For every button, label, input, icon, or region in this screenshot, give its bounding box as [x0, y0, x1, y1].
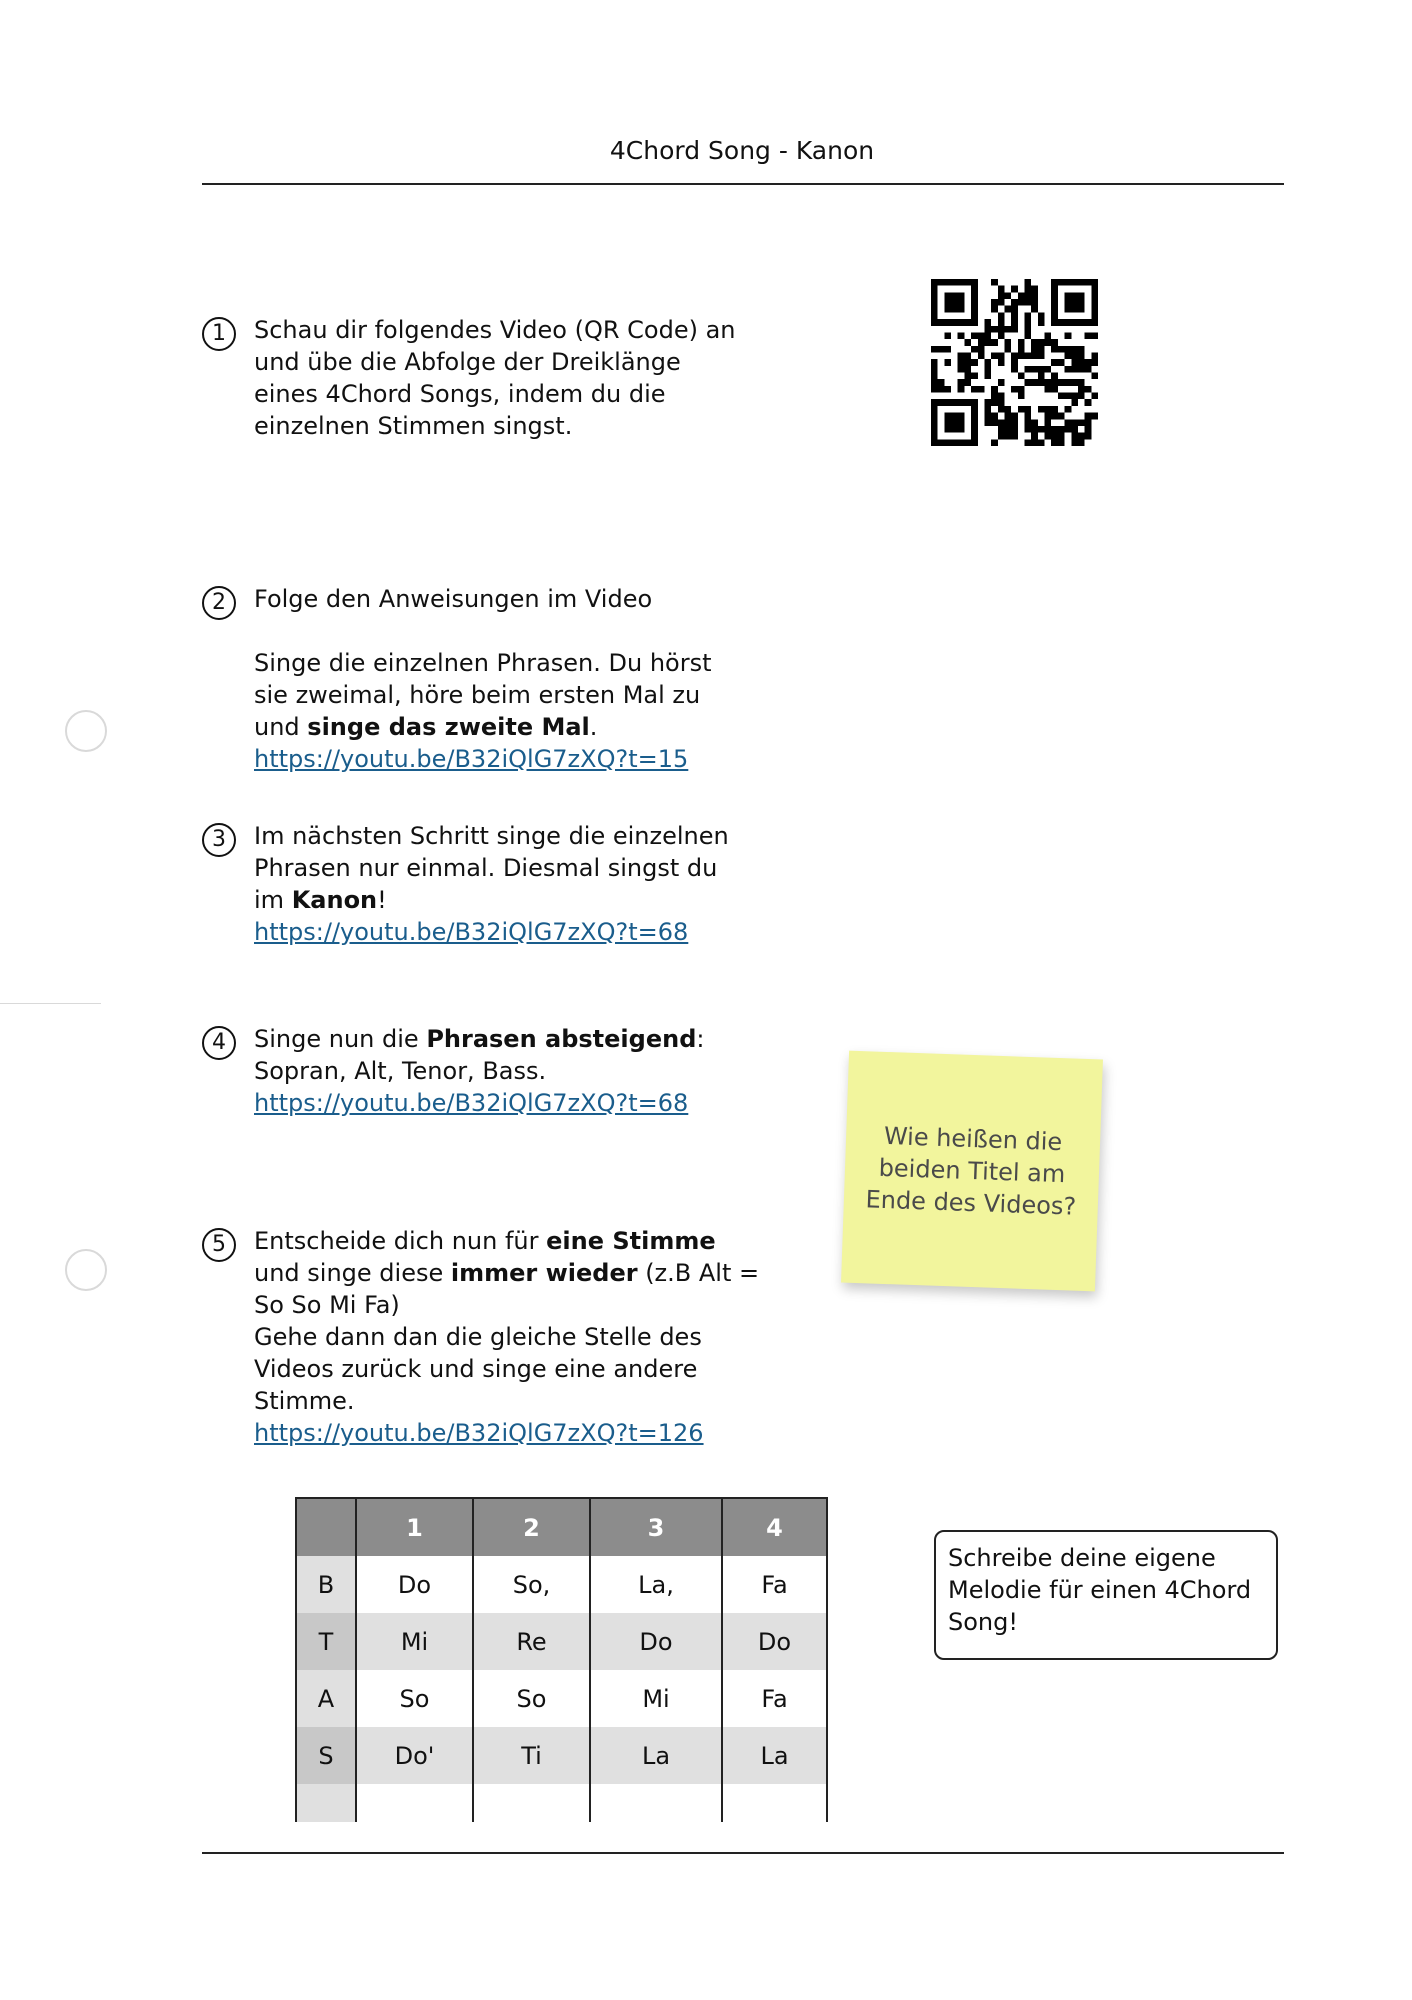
page-title: 4Chord Song - Kanon	[609, 136, 875, 165]
writing-prompt-text: Schreibe deine eigene Melodie für einen 4Chord Song!	[948, 1544, 1252, 1636]
step-line: Gehe dann dan die gleiche Stelle des	[254, 1323, 702, 1351]
table-cell	[722, 1784, 827, 1822]
voice-label: T	[296, 1613, 356, 1670]
step-line: eines 4Chord Songs, indem du die	[254, 380, 666, 408]
table-row	[296, 1727, 827, 1784]
solfege-table	[295, 1497, 828, 1822]
video-link[interactable]: https://youtu.be/B32iQlG7zXQ?t=15	[254, 745, 689, 773]
qr-code-icon[interactable]	[931, 279, 1098, 446]
table-cell: Do	[722, 1613, 827, 1670]
step-line: und singe diese immer wieder (z.B Alt =	[254, 1259, 760, 1287]
table-cell: Ti	[473, 1727, 590, 1784]
video-link[interactable]: https://youtu.be/B32iQlG7zXQ?t=126	[254, 1419, 704, 1447]
table-cell: Do	[356, 1556, 473, 1613]
table-cell: Mi	[590, 1670, 722, 1727]
step-line: Entscheide dich nun für eine Stimme	[254, 1227, 716, 1255]
table-header-row	[296, 1498, 827, 1556]
voice-label: S	[296, 1727, 356, 1784]
table-cell: So	[356, 1670, 473, 1727]
table-cell: Do'	[356, 1727, 473, 1784]
column-header: 1	[356, 1498, 473, 1556]
column-header: 2	[473, 1498, 590, 1556]
step-number: 4	[202, 1026, 236, 1060]
writing-prompt-box	[934, 1530, 1278, 1660]
step-line: sie zweimal, höre beim ersten Mal zu	[254, 681, 701, 709]
sticky-note-text: Wie heißen die beiden Titel am Ende des Videos?	[865, 1121, 1077, 1221]
sticky-note	[841, 1051, 1103, 1292]
step-line: Singe nun die Phrasen absteigend:	[254, 1025, 705, 1053]
step-3	[202, 820, 762, 948]
step-number: 3	[202, 823, 236, 857]
step-number: 1	[202, 317, 236, 351]
header-divider	[202, 183, 1284, 185]
step-text	[254, 314, 762, 442]
step-line: im Kanon!	[254, 886, 387, 914]
voice-label: A	[296, 1670, 356, 1727]
table-cell: La,	[590, 1556, 722, 1613]
step-line: Stimme.	[254, 1387, 355, 1415]
step-line: Singe die einzelnen Phrasen. Du hörst	[254, 649, 712, 677]
step-text	[254, 1225, 762, 1449]
step-line: einzelnen Stimmen singst.	[254, 412, 573, 440]
punch-hole	[65, 1249, 107, 1291]
step-line: Phrasen nur einmal. Diesmal singst du	[254, 854, 718, 882]
table-cell: So	[473, 1670, 590, 1727]
table-cell: So,	[473, 1556, 590, 1613]
table-row	[296, 1556, 827, 1613]
step-5	[202, 1225, 762, 1449]
video-link[interactable]: https://youtu.be/B32iQlG7zXQ?t=68	[254, 918, 689, 946]
voice-label: B	[296, 1556, 356, 1613]
step-4	[202, 1023, 762, 1119]
column-header: 4	[722, 1498, 827, 1556]
table-cell: La	[590, 1727, 722, 1784]
step-line: So So Mi Fa)	[254, 1291, 400, 1319]
voice-label	[296, 1784, 356, 1822]
step-line: Folge den Anweisungen im Video	[254, 585, 653, 613]
table-cell: Fa	[722, 1670, 827, 1727]
step-line: Im nächsten Schritt singe die einzelnen	[254, 822, 729, 850]
column-header: 3	[590, 1498, 722, 1556]
step-text	[254, 1023, 762, 1119]
step-line: Videos zurück und singe eine andere	[254, 1355, 698, 1383]
step-line: und übe die Abfolge der Dreiklänge	[254, 348, 681, 376]
fold-mark	[0, 1003, 101, 1004]
step-text	[254, 820, 762, 948]
punch-hole	[65, 710, 107, 752]
table-row-empty	[296, 1784, 827, 1822]
table-cell: La	[722, 1727, 827, 1784]
step-number: 5	[202, 1228, 236, 1262]
step-line: und singe das zweite Mal.	[254, 713, 598, 741]
column-header	[296, 1498, 356, 1556]
step-1	[202, 314, 762, 442]
table-cell: Fa	[722, 1556, 827, 1613]
step-line: Sopran, Alt, Tenor, Bass.	[254, 1057, 547, 1085]
table-cell: Mi	[356, 1613, 473, 1670]
footer-divider	[202, 1852, 1284, 1854]
step-2	[202, 583, 762, 775]
table-cell: Do	[590, 1613, 722, 1670]
table-cell	[590, 1784, 722, 1822]
table-cell	[473, 1784, 590, 1822]
step-number: 2	[202, 586, 236, 620]
step-line: Schau dir folgendes Video (QR Code) an	[254, 316, 736, 344]
table-row	[296, 1670, 827, 1727]
video-link[interactable]: https://youtu.be/B32iQlG7zXQ?t=68	[254, 1089, 689, 1117]
step-text	[254, 583, 762, 775]
table-row	[296, 1613, 827, 1670]
table-cell: Re	[473, 1613, 590, 1670]
table-cell	[356, 1784, 473, 1822]
